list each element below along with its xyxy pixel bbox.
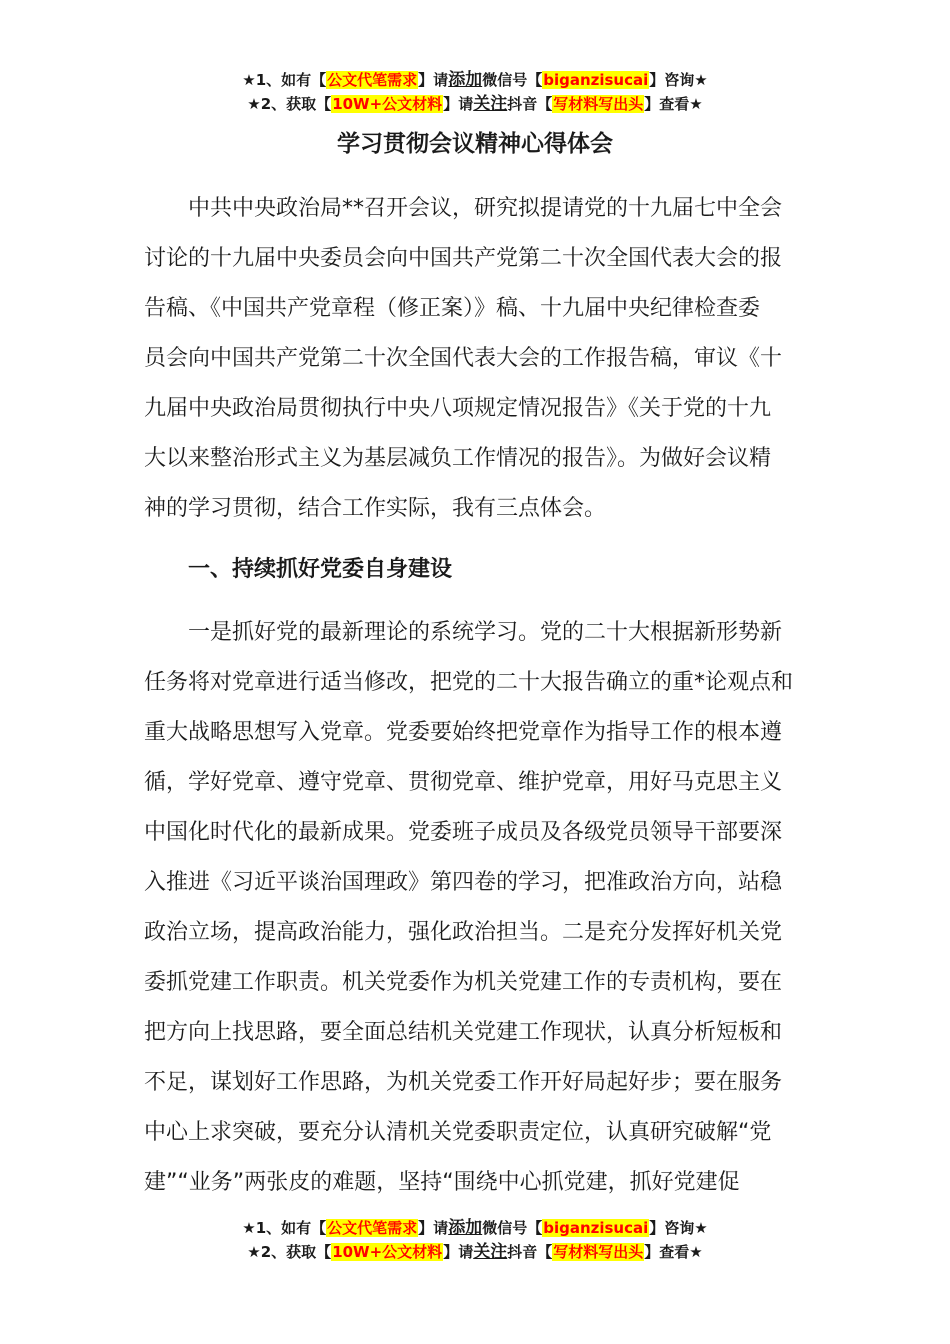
banner-text: 】查看★ — [644, 95, 703, 113]
paragraph-line: 大以来整治形式主义为基层减负工作情况的报告》。为做好会议精 — [144, 446, 772, 471]
highlight-text: 写材料写出头 — [553, 95, 644, 113]
banner-text: 抖音【 — [507, 95, 553, 113]
paragraph-line: 入推进《习近平谈治国理政》第四卷的学习，把准政治方向，站稳 — [144, 870, 783, 895]
emphasis-text: 关注 — [473, 94, 508, 114]
banner-text: 微信号【 — [482, 71, 543, 89]
banner-text: 】请 — [443, 1243, 474, 1261]
banner-line-2 — [0, 1240, 950, 1264]
banner-line-1 — [0, 68, 950, 92]
banner-text: 】请 — [443, 95, 474, 113]
banner-text: 】请 — [418, 71, 449, 89]
banner-text: 】咨询★ — [649, 1219, 708, 1237]
header-banner — [0, 68, 950, 116]
section-heading-1: 一、持续抓好党委自身建设 — [188, 557, 453, 582]
highlight-text: 10W+公文材料 — [332, 95, 443, 113]
banner-line-2 — [0, 92, 950, 116]
footer-banner — [0, 1216, 950, 1264]
paragraph-line: 中心上求突破，要充分认清机关党委职责定位，认真研究破解“党 — [144, 1120, 772, 1145]
paragraph-1 — [144, 184, 808, 534]
banner-text: ★1、如有【 — [242, 71, 327, 89]
banner-text: 】请 — [418, 1219, 449, 1237]
emphasis-text: 添加 — [448, 70, 483, 90]
paragraph-line: 重大战略思想写入党章。党委要始终把党章作为指导工作的根本遵 — [144, 720, 783, 745]
paragraph-line: 一是抓好党的最新理论的系统学习。党的二十大根据新形势新 — [188, 620, 783, 645]
banner-text: 】咨询★ — [649, 71, 708, 89]
banner-text: ★2、获取【 — [247, 95, 332, 113]
paragraph-line: 不足，谋划好工作思路，为机关党委工作开好局起好步；要在服务 — [144, 1070, 783, 1095]
highlight-text: 公文代笔需求 — [327, 1219, 418, 1237]
banner-text: 抖音【 — [507, 1243, 553, 1261]
paragraph-line: 委抓党建工作职责。机关党委作为机关党建工作的专责机构，要在 — [144, 970, 783, 995]
highlight-text: biganzisucai — [543, 71, 649, 89]
highlight-text: 10W+公文材料 — [332, 1243, 443, 1261]
paragraph-2 — [144, 608, 808, 1208]
paragraph-line: 任务将对党章进行适当修改，把党的二十大报告确立的重*论观点和 — [144, 670, 794, 695]
banner-line-1 — [0, 1216, 950, 1240]
paragraph-line: 员会向中国共产党第二十次全国代表大会的工作报告稿，审议《十 — [144, 346, 783, 371]
banner-text: ★2、获取【 — [247, 1243, 332, 1261]
paragraph-line: 中国化时代化的最新成果。党委班子成员及各级党员领导干部要深 — [144, 820, 783, 845]
emphasis-text: 添加 — [448, 1218, 483, 1238]
banner-text: 微信号【 — [482, 1219, 543, 1237]
highlight-text: 写材料写出头 — [553, 1243, 644, 1261]
paragraph-line: 讨论的十九届中央委员会向中国共产党第二十次全国代表大会的报 — [144, 246, 783, 271]
banner-text: ★1、如有【 — [242, 1219, 327, 1237]
paragraph-line: 中共中央政治局**召开会议，研究拟提请党的十九届七中全会 — [188, 196, 783, 221]
paragraph-line: 告稿、《中国共产党章程（修正案）》稿、十九届中央纪律检查委 — [144, 296, 761, 321]
paragraph-line: 政治立场，提高政治能力，强化政治担当。二是充分发挥好机关党 — [144, 920, 783, 945]
emphasis-text: 关注 — [473, 1242, 508, 1262]
banner-text: 】查看★ — [644, 1243, 703, 1261]
paragraph-line: 神的学习贯彻，结合工作实际，我有三点体会。 — [144, 496, 607, 521]
paragraph-line: 九届中央政治局贯彻执行中央八项规定情况报告》《关于党的十九 — [144, 396, 772, 421]
highlight-text: 公文代笔需求 — [327, 71, 418, 89]
paragraph-line: 循，学好党章、遵守党章、贯彻党章、维护党章，用好马克思主义 — [144, 770, 783, 795]
document-title: 学习贯彻会议精神心得体会 — [337, 131, 613, 157]
paragraph-line: 把方向上找思路，要全面总结机关党建工作现状，认真分析短板和 — [144, 1020, 783, 1045]
paragraph-line: 建”“业务”两张皮的难题，坚持“围绕中心抓党建，抓好党建促 — [144, 1170, 740, 1195]
highlight-text: biganzisucai — [543, 1219, 649, 1237]
